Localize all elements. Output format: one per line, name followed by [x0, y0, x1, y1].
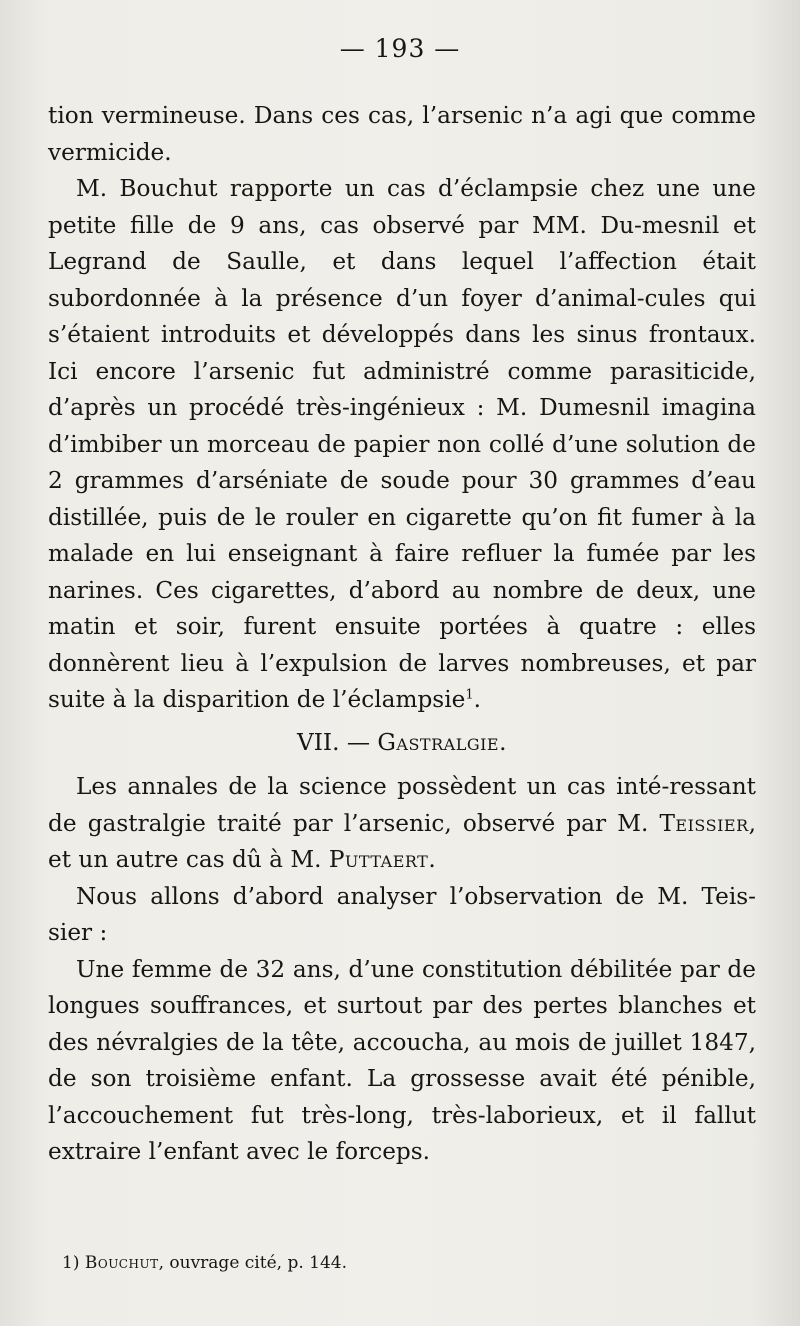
- paragraph-4: Nous allons d’abord analyser l’observation de M. Teis-sier :: [48, 882, 756, 946]
- footnote-text: , ouvrage cité, p. 144.: [158, 1253, 347, 1273]
- paragraph-3-part1: Les annales de la science possèdent un cas inté-ressant de gastralgie traité par l’arsenic, observé par M.: [48, 773, 756, 837]
- footnote: [62, 1250, 347, 1276]
- author-name-teissier: Teissier: [659, 809, 749, 837]
- paragraph-2: [48, 171, 756, 719]
- paragraph-2-text: M. Bouchut rapporte un cas d’éclampsie chez une une petite fille de 9 ans, cas observé par MM. Du-mesnil et Legrand de Saulle, et dans lequel l’affection était subordonnée à la présence d’un foyer d’animal-cules qui s’étaient introduits et développés dans les sinus frontaux. Ici encore l’arsenic fut administré comme parasiticide, d’après un procédé très-ingénieux : M. Dumesnil imagina d’imbiber un morceau de papier non collé d’une solution de 2 grammes d’arséniate de soude pour 30 grammes d’eau distillée, puis de le rouler en cigarette qu’on fit fumer à la malade en lui enseignant à faire refluer la fumée par les narines. Ces cigarettes, d’abord au nombre de deux, une matin et soir, furent ensuite portées à quatre : elles donnèrent lieu à l’expulsion de larves nombreuses, et par suite à la disparition de l’éclampsie: [48, 175, 756, 713]
- section-heading: [48, 725, 756, 762]
- footnote-marker: 1): [62, 1253, 80, 1273]
- paragraph-3: [48, 769, 756, 879]
- author-name-puttaert: Puttaert: [328, 846, 429, 873]
- section-numeral: VII. —: [297, 728, 371, 756]
- paragraph-3-part3: .: [428, 846, 436, 873]
- paragraph-1: tion vermineuse. Dans ces cas, l’arsenic n’a agi que comme vermicide.: [48, 102, 756, 166]
- paragraph-3-part2: , et un autre cas dû à M.: [48, 809, 756, 873]
- section-title: Gastralgie.: [377, 728, 507, 756]
- paragraph-5: Une femme de 32 ans, d’une constitution débilitée par de longues souffrances, et surtout par des pertes blanches et des névralgies de la tête, accoucha, au mois de juillet 1847, de son troisième enfant. La grossesse avait été pénible, l’accouchement fut très-long, très-laborieux, et il fallut extraire l’enfant avec le forceps.: [48, 955, 756, 1165]
- paragraph-2-end: .: [473, 686, 481, 713]
- footnote-author: Bouchut: [84, 1253, 159, 1273]
- page-number: — 193 —: [339, 34, 461, 63]
- footnote-reference: 1: [465, 687, 474, 703]
- page-body: [48, 98, 756, 1171]
